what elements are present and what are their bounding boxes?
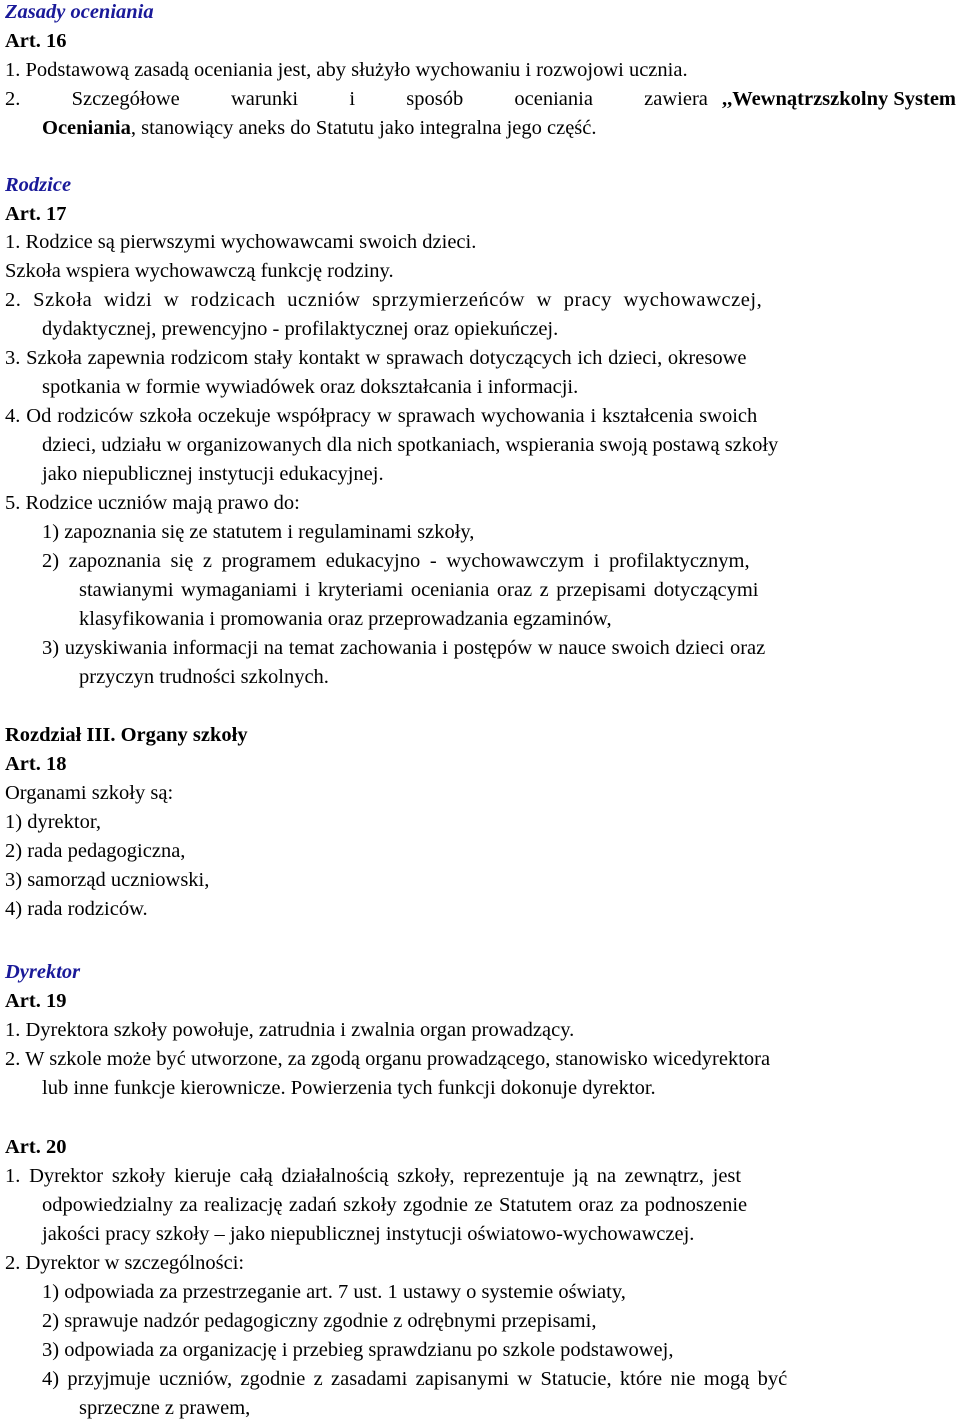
art17-p5: 5. Rodzice uczniów mają prawo do: <box>5 492 300 514</box>
art18-item-3: 3) samorząd uczniowski, <box>5 869 210 891</box>
chapter-heading: Rozdział III. Organy szkoły <box>5 724 248 746</box>
art16-p2-text-d: , stanowiący aneks do Statutu jako integralna jego część. <box>130 117 597 139</box>
art20-item-2: 2) sprawuje nadzór pedagogiczny zgodnie z odrębnymi przepisami, <box>42 1310 597 1332</box>
article-18-heading: Art. 18 <box>5 753 67 775</box>
article-17-heading: Art. 17 <box>5 203 67 225</box>
art17-p3-line-2: spotkania w formie wywiadówek oraz dokształcania i informacji. <box>42 376 579 398</box>
art16-paragraph-2-line-2 <box>42 114 597 143</box>
article-19-heading: Art. 19 <box>5 990 67 1012</box>
art17-p4-line-2: dzieci, udziału w organizowanych dla nich spotkaniach, wspierania swoją postawą szkoły <box>42 434 779 456</box>
art17-p5-item-3-line-2: przyczyn trudności szkolnych. <box>79 666 329 688</box>
art17-p4-line-3: jako niepublicznej instytucji edukacyjnej. <box>42 463 384 485</box>
art16-paragraph-2-line-1 <box>5 85 956 114</box>
article-16-heading: Art. 16 <box>5 30 67 52</box>
art20-item-3: 3) odpowiada za organizację i przebieg sprawdzianu po szkole podstawowej, <box>42 1339 674 1361</box>
art20-item-4-line-2: sprzeczne z prawem, <box>79 1397 251 1419</box>
art18-item-2: 2) rada pedagogiczna, <box>5 840 186 862</box>
art17-p3-line-1: 3. Szkoła zapewnia rodzicom stały kontakt w sprawach dotyczących ich dzieci, okresowe <box>5 347 747 369</box>
section-heading-rodzice: Rodzice <box>5 174 72 196</box>
section-heading-dyrektor: Dyrektor <box>5 961 81 983</box>
art16-p2-wso-title-b: Oceniania <box>42 117 131 139</box>
art19-p2-line-1: 2. W szkole może być utworzone, za zgodą organu prowadzącego, stanowisko wicedyrektora <box>5 1048 771 1070</box>
art20-item-1: 1) odpowiada za przestrzeganie art. 7 ust. 1 ustawy o systemie oświaty, <box>42 1281 626 1303</box>
article-20-heading: Art. 20 <box>5 1136 67 1158</box>
art19-p2-line-2: lub inne funkcje kierownicze. Powierzenia tych funkcji dokonuje dyrektor. <box>42 1077 656 1099</box>
art20-p1-line-2: odpowiedzialny za realizację zadań szkoły zgodnie ze Statutem oraz za podnoszenie <box>42 1194 748 1216</box>
art17-p5-item-2-line-3: klasyfikowania i promowania oraz przeprowadzania egzaminów, <box>79 608 612 630</box>
art16-p2-text-a: 2. Szczegółowe warunki i sposób oceniania zawiera <box>5 88 708 110</box>
art17-p2-line-1: 2. Szkoła widzi w rodzicach uczniów sprzymierzeńców w pracy wychowawczej, <box>5 289 763 311</box>
art18-intro: Organami szkoły są: <box>5 782 174 804</box>
art16-paragraph-1: 1. Podstawową zasadą oceniania jest, aby służyło wychowaniu i rozwojowi ucznia. <box>5 59 688 81</box>
art20-item-4-line-1: 4) przyjmuje uczniów, zgodnie z zasadami zapisanymi w Statucie, które nie mogą być <box>42 1368 788 1390</box>
art20-p2: 2. Dyrektor w szczególności: <box>5 1252 245 1274</box>
art18-item-1: 1) dyrektor, <box>5 811 101 833</box>
art19-p1: 1. Dyrektora szkoły powołuje, zatrudnia i zwalnia organ prowadzący. <box>5 1019 575 1041</box>
art17-p5-item-3-line-1: 3) uzyskiwania informacji na temat zachowania i postępów w nauce swoich dzieci oraz <box>42 637 766 659</box>
art17-p2-line-2: dydaktycznej, prewencyjno - profilaktycznej oraz opiekuńczej. <box>42 318 559 340</box>
art17-p5-item-1: 1) zapoznania się ze statutem i regulaminami szkoły, <box>42 521 475 543</box>
art17-p4-line-1: 4. Od rodziców szkoła oczekuje współpracy w sprawach wychowania i kształcenia swoich <box>5 405 758 427</box>
art18-item-4: 4) rada rodziców. <box>5 898 148 920</box>
art17-p1-line-2: Szkoła wspiera wychowawczą funkcję rodziny. <box>5 260 394 282</box>
art17-p5-item-2-line-1: 2) zapoznania się z programem edukacyjno - wychowawczym i profilaktycznym, <box>42 550 750 572</box>
art17-p1-line-1: 1. Rodzice są pierwszymi wychowawcami swoich dzieci. <box>5 231 477 253</box>
art20-p1-line-1: 1. Dyrektor szkoły kieruje całą działalnością szkoły, reprezentuje ją na zewnątrz, jest <box>5 1165 742 1187</box>
art16-p2-wso-title-a: ,,Wewnątrzszkolny System <box>721 88 956 110</box>
art20-p1-line-3: jakości pracy szkoły – jako niepublicznej instytucji oświatowo-wychowawczej. <box>42 1223 695 1245</box>
art17-p5-item-2-line-2: stawianymi wymaganiami i kryteriami oceniania oraz z przepisami dotyczącymi <box>79 579 759 601</box>
section-heading-zasady: Zasady oceniania <box>5 1 154 23</box>
